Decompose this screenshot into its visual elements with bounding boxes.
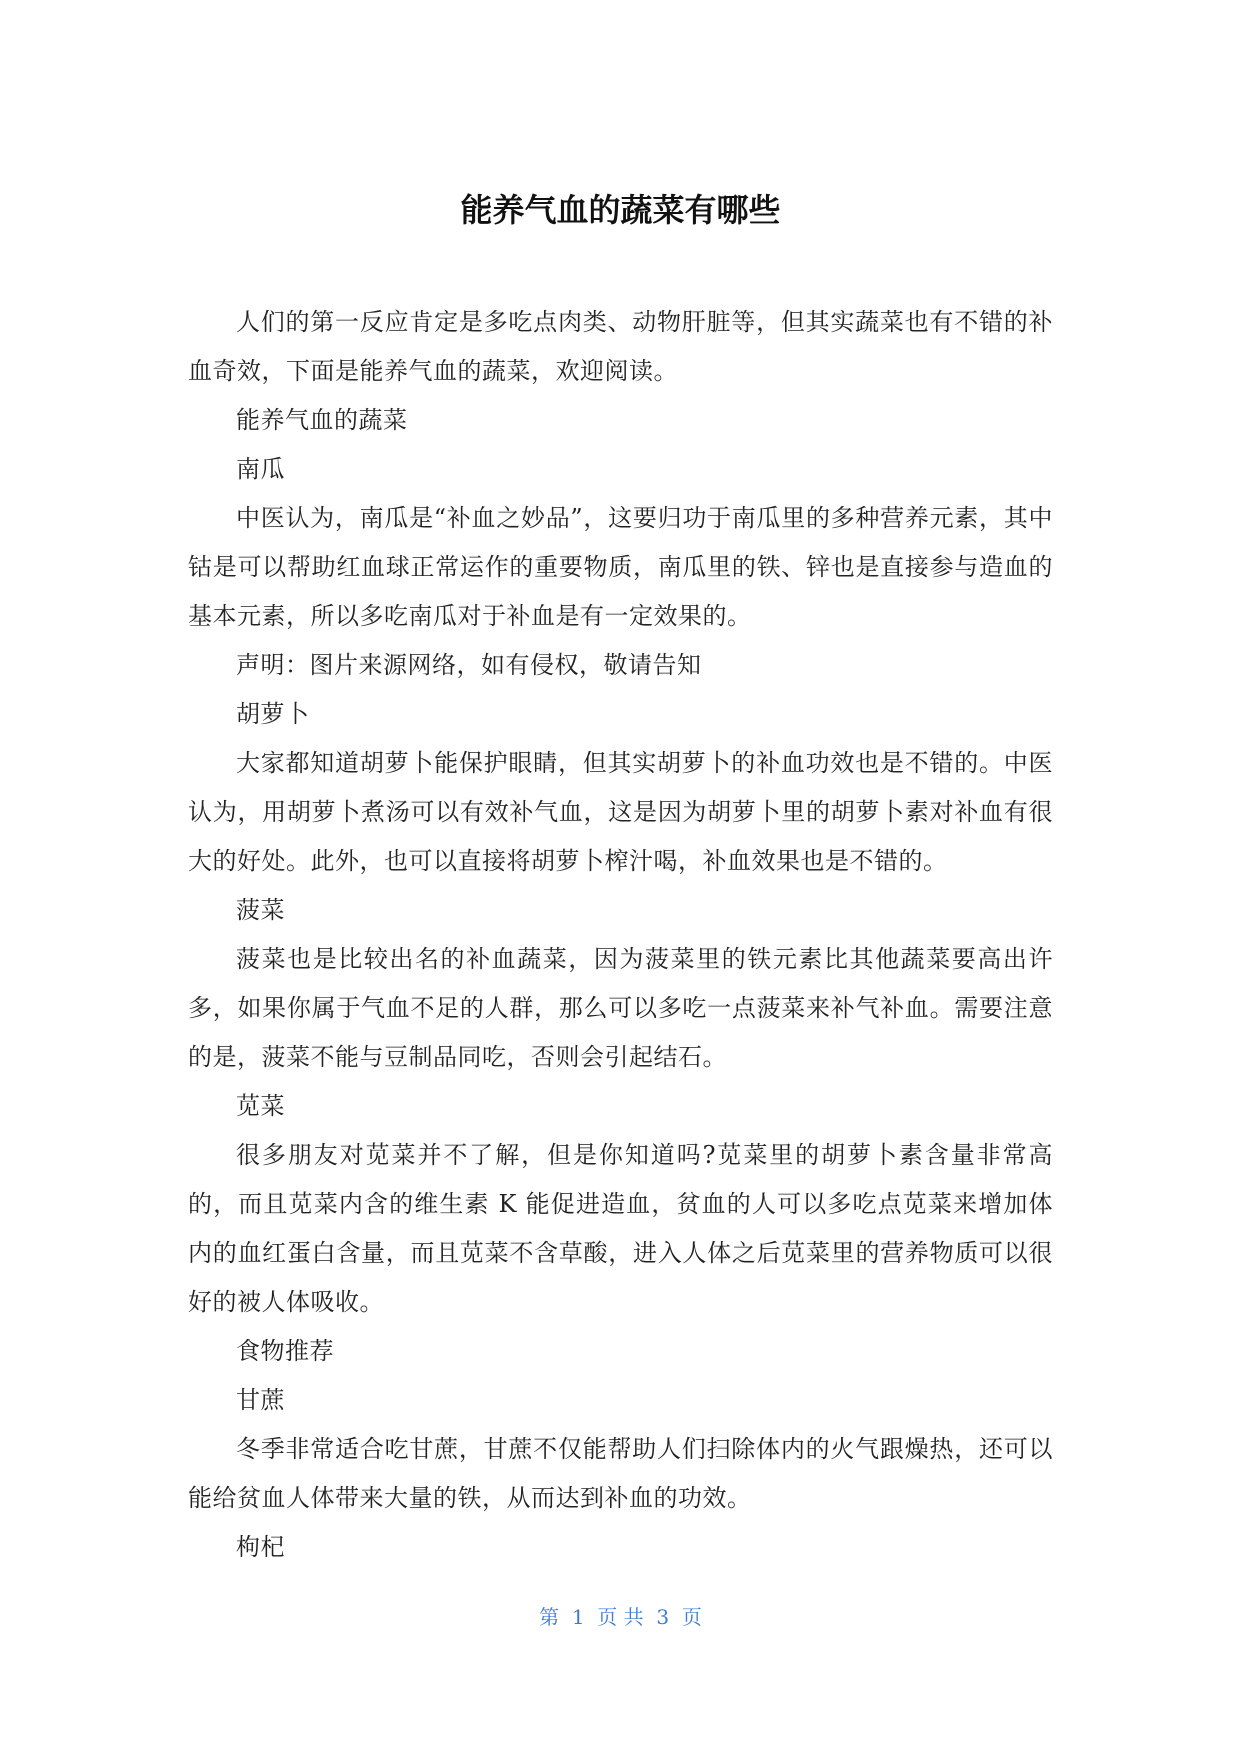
paragraph-spinach: 菠菜也是比较出名的补血蔬菜，因为菠菜里的铁元素比其他蔬菜要高出许多，如果你属于气血不足的人群，那么可以多吃一点菠菜来补气补血。需要注意的是，菠菜不能与豆制品同吃，否则会引起结石。 [188, 945, 1053, 1071]
page-title: 能养气血的蔬菜有哪些 [460, 191, 781, 229]
page-indicator: 第 1 页 共 3 页 [539, 1605, 702, 1629]
paragraph-carrot: 大家都知道胡萝卜能保护眼睛，但其实胡萝卜的补血功效也是不错的。中医认为，用胡萝卜煮汤可以有效补气血，这是因为胡萝卜里的胡萝卜素对补血有很大的好处。此外，也可以直接将胡萝卜榨汁喝，补血效果也是不错的。 [188, 749, 1053, 875]
item-heading-carrot: 胡萝卜 [236, 700, 310, 728]
item-heading-sugarcane: 甘蔗 [236, 1386, 285, 1414]
section-heading-vegetables: 能养气血的蔬菜 [236, 406, 408, 434]
paragraph-disclaimer: 声明：图片来源网络，如有侵权，敬请告知 [236, 651, 702, 679]
item-heading-pumpkin: 南瓜 [236, 455, 285, 483]
paragraph-amaranth: 很多朋友对苋菜并不了解，但是你知道吗?苋菜里的胡萝卜素含量非常高的，而且苋菜内含的维生素 K 能促进造血，贫血的人可以多吃点苋菜来增加体内的血红蛋白含量，而且苋菜不含草酸，进入人体之后苋菜里的营养物质可以很好的被人体吸收。 [188, 1141, 1053, 1316]
item-heading-spinach: 菠菜 [236, 896, 285, 924]
section-heading-food-recommend: 食物推荐 [236, 1337, 334, 1365]
paragraph-sugarcane: 冬季非常适合吃甘蔗，甘蔗不仅能帮助人们扫除体内的火气跟燥热，还可以能给贫血人体带来大量的铁，从而达到补血的功效。 [188, 1435, 1053, 1512]
item-heading-amaranth: 苋菜 [236, 1092, 285, 1120]
item-heading-goji: 枸杞 [236, 1533, 285, 1561]
document-body [188, 298, 1053, 1572]
paragraph-intro: 人们的第一反应肯定是多吃点肉类、动物肝脏等，但其实蔬菜也有不错的补血奇效，下面是能养气血的蔬菜，欢迎阅读。 [188, 308, 1053, 385]
paragraph-pumpkin: 中医认为，南瓜是“补血之妙品”，这要归功于南瓜里的多种营养元素，其中钴是可以帮助红血球正常运作的重要物质，南瓜里的铁、锌也是直接参与造血的基本元素，所以多吃南瓜对于补血是有一定效果的。 [188, 504, 1053, 630]
